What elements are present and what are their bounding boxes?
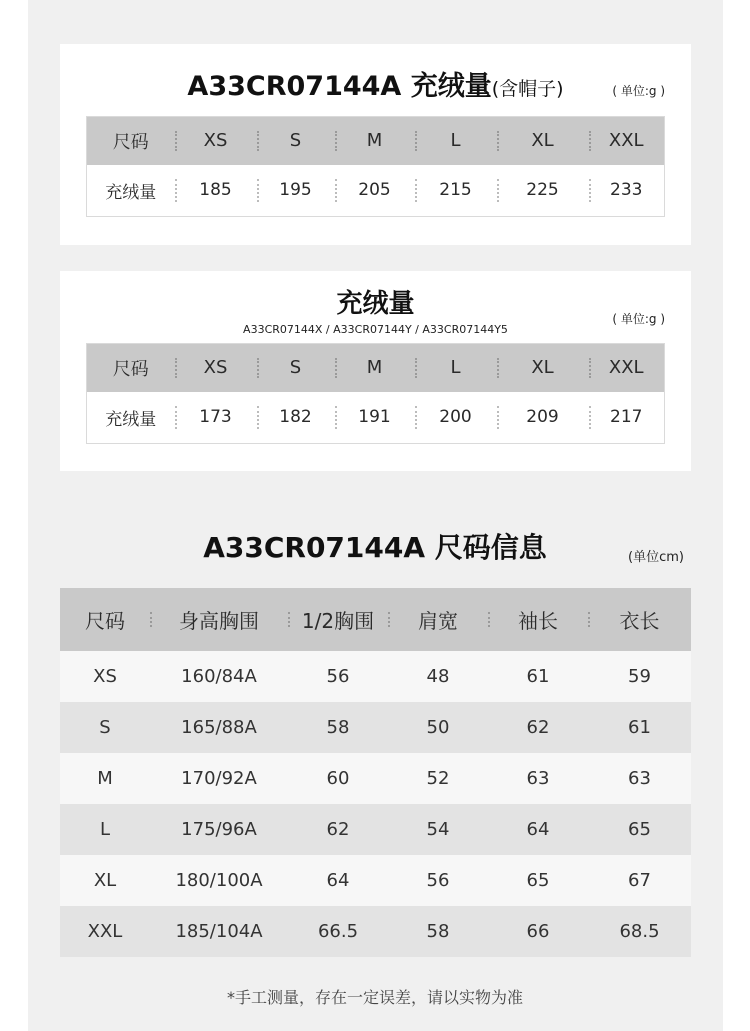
table-row: [60, 804, 691, 855]
table-cell: XL: [60, 855, 150, 906]
table-cell: 180/100A: [150, 855, 288, 906]
table-cell: M: [60, 753, 150, 804]
down-fill-table-a: [86, 116, 665, 217]
table-cell: 160/84A: [150, 651, 288, 702]
table-cell: 165/88A: [150, 702, 288, 753]
table-row: [60, 906, 691, 957]
down-fill-card-a: [60, 44, 691, 245]
measurement-footnote: *手工测量，存在一定误差，请以实物为准: [226, 988, 523, 1007]
header-cell: S: [257, 117, 335, 165]
header-cell: XXL: [589, 117, 665, 165]
table-cell: 182: [257, 392, 335, 444]
header-cell: L: [415, 344, 497, 392]
down-fill-model-list: A33CR07144X / A33CR07144Y / A33CR07144Y5: [243, 323, 508, 336]
header-cell: 身高胸围: [150, 588, 288, 651]
table-row: [60, 702, 691, 753]
header-cell: M: [335, 344, 415, 392]
table-header-row: [87, 117, 665, 165]
header-cell: 袖长: [488, 588, 588, 651]
header-cell: L: [415, 117, 497, 165]
table-cell: 48: [388, 651, 488, 702]
header-cell: 尺码: [87, 344, 175, 392]
table-cell: 63: [588, 753, 691, 804]
unit-label-g: ( 单位:g ): [612, 84, 665, 98]
size-info-table: [60, 588, 691, 957]
table-cell: 52: [388, 753, 488, 804]
unit-label-cm: (单位cm): [628, 550, 684, 565]
header-cell: 尺码: [87, 117, 175, 165]
table-header-row: [87, 344, 665, 392]
table-cell: 185/104A: [150, 906, 288, 957]
table-cell: 56: [388, 855, 488, 906]
table-cell: 209: [497, 392, 589, 444]
header-cell: XS: [175, 344, 257, 392]
table-cell: 64: [288, 855, 388, 906]
table-row: [60, 855, 691, 906]
table-cell: 173: [175, 392, 257, 444]
down-fill-title-main: A33CR07144A 充绒量: [187, 71, 492, 102]
table-cell: XS: [60, 651, 150, 702]
table-cell: 225: [497, 165, 589, 217]
header-cell: XL: [497, 344, 589, 392]
table-cell: 66.5: [288, 906, 388, 957]
table-cell: 67: [588, 855, 691, 906]
table-row: [87, 392, 665, 444]
header-cell: 1/2胸围: [288, 588, 388, 651]
header-cell: XXL: [589, 344, 665, 392]
table-cell: 63: [488, 753, 588, 804]
header-cell: XS: [175, 117, 257, 165]
table-cell: 58: [288, 702, 388, 753]
table-cell: 68.5: [588, 906, 691, 957]
header-cell: 衣长: [588, 588, 691, 651]
table-cell: 66: [488, 906, 588, 957]
header-cell: S: [257, 344, 335, 392]
table-cell: XXL: [60, 906, 150, 957]
header-cell: M: [335, 117, 415, 165]
table-cell: 200: [415, 392, 497, 444]
header-cell: XL: [497, 117, 589, 165]
table-cell: 充绒量: [87, 165, 175, 217]
table-cell: 65: [588, 804, 691, 855]
table-cell: 充绒量: [87, 392, 175, 444]
table-cell: 50: [388, 702, 488, 753]
table-header-row: [60, 588, 691, 651]
table-cell: 54: [388, 804, 488, 855]
down-fill-card-b: [60, 271, 691, 471]
header-cell: 尺码: [60, 588, 150, 651]
table-row: [87, 165, 665, 217]
table-cell: 217: [589, 392, 665, 444]
table-cell: 64: [488, 804, 588, 855]
down-fill-table-b: [86, 343, 665, 444]
table-cell: L: [60, 804, 150, 855]
table-cell: 61: [588, 702, 691, 753]
table-cell: 233: [589, 165, 665, 217]
down-fill-title-b: 充绒量: [336, 289, 415, 319]
table-cell: 175/96A: [150, 804, 288, 855]
table-cell: 60: [288, 753, 388, 804]
table-cell: 195: [257, 165, 335, 217]
table-cell: 170/92A: [150, 753, 288, 804]
table-cell: 215: [415, 165, 497, 217]
table-row: [60, 651, 691, 702]
down-fill-title-paren: (含帽子): [491, 78, 564, 100]
table-cell: 205: [335, 165, 415, 217]
table-cell: 191: [335, 392, 415, 444]
table-cell: 65: [488, 855, 588, 906]
unit-label-g: ( 单位:g ): [612, 312, 665, 326]
table-cell: 61: [488, 651, 588, 702]
header-cell: 肩宽: [388, 588, 488, 651]
table-cell: 59: [588, 651, 691, 702]
down-fill-title-a: [60, 64, 691, 103]
table-cell: 56: [288, 651, 388, 702]
size-info-title: A33CR07144A 尺码信息: [203, 531, 547, 564]
table-cell: S: [60, 702, 150, 753]
table-cell: 185: [175, 165, 257, 217]
table-cell: 62: [288, 804, 388, 855]
table-cell: 62: [488, 702, 588, 753]
table-row: [60, 753, 691, 804]
table-cell: 58: [388, 906, 488, 957]
